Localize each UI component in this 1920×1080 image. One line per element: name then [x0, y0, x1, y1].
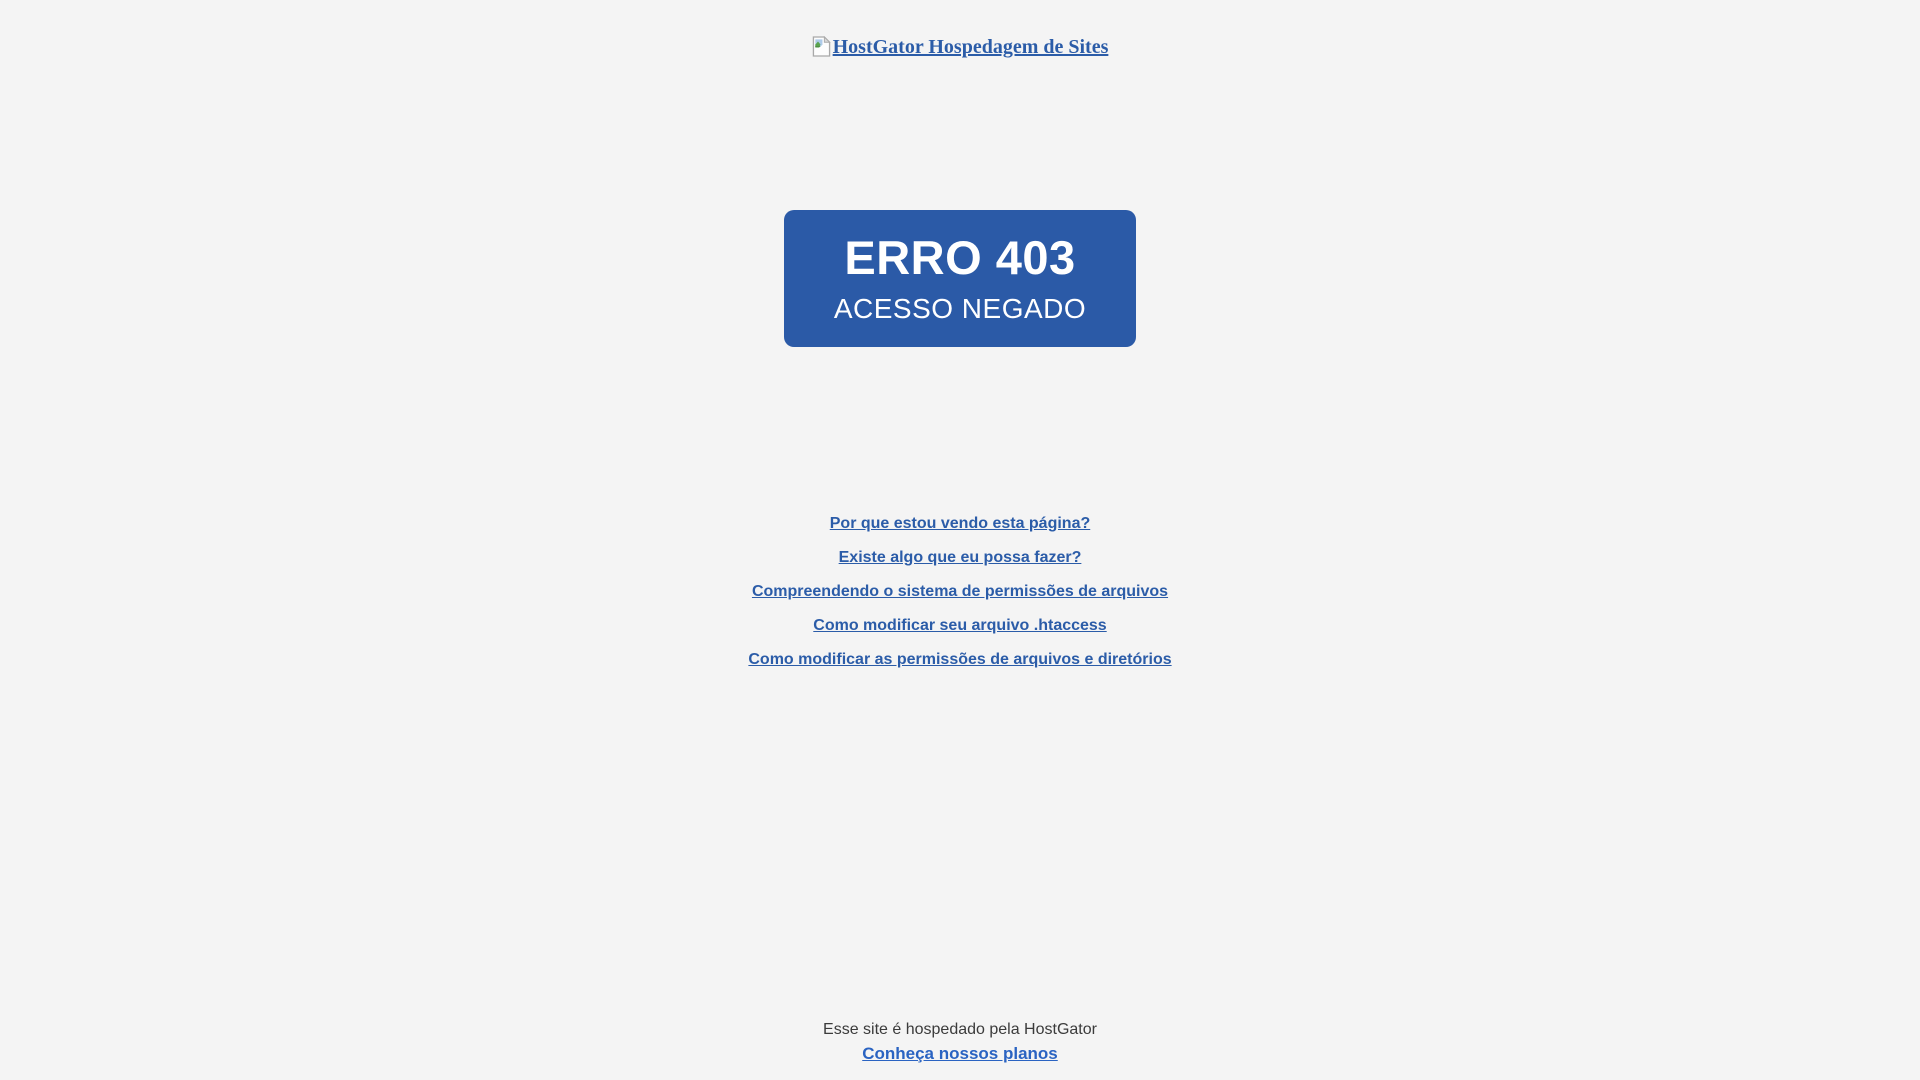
help-link-file-permissions-system[interactable]: Compreendendo o sistema de permissões de arquivos	[751, 583, 1169, 600]
broken-image-icon	[812, 36, 831, 63]
hostgator-logo-alt-text: HostGator Hospedagem de Sites	[832, 36, 1109, 58]
help-link-what-can-i-do[interactable]: Existe algo que eu possa fazer?	[838, 549, 1082, 566]
help-link-why-seeing-page[interactable]: Por que estou vendo esta página?	[829, 515, 1091, 532]
plans-link[interactable]: Conheça nossos planos	[862, 1044, 1058, 1063]
error-403-box	[784, 210, 1136, 347]
footer	[0, 1021, 1920, 1064]
help-link-modify-htaccess[interactable]: Como modificar seu arquivo .htaccess	[813, 617, 1107, 634]
help-links-list	[0, 514, 1920, 684]
hostgator-logo-link[interactable]	[0, 36, 1920, 63]
help-link-modify-permissions[interactable]: Como modificar as permissões de arquivos e diretórios	[748, 651, 1172, 668]
hosted-by-text: Esse site é hospedado pela HostGator	[823, 1021, 1097, 1038]
error-subtitle: ACESSO NEGADO	[833, 293, 1087, 324]
error-code-title: ERRO 403	[844, 231, 1076, 284]
